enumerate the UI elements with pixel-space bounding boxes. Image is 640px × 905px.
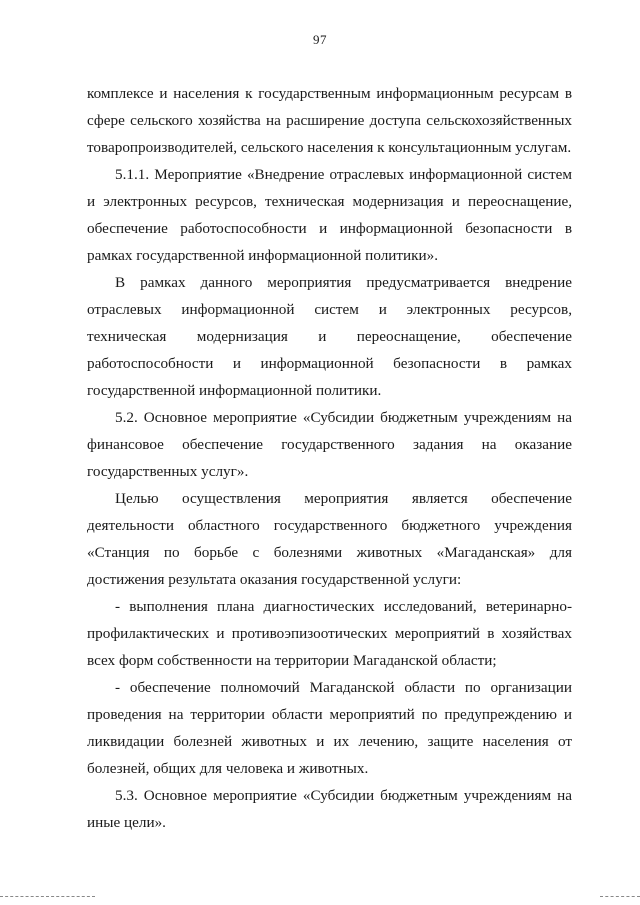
paragraph-continuation: комплексе и населения к государственным информационным ресурсам в сфере сельского хозяйства на расширение доступа сельскохозяйственных товаропроизводителей, сельского населения к консультационным услугам.	[87, 85, 572, 156]
paragraph-5-2-purpose: Целью осуществления мероприятия является обеспечение деятельности областного государственного бюджетного учреждения «Станция по борьбе с болезнями животных «Магаданская» для достижения результата оказания государственной услуги:	[87, 490, 572, 588]
paragraph-5-1-1: 5.1.1. Мероприятие «Внедрение отраслевых информационной систем и электронных ресурсов, техническая модернизация и переоснащение, обеспечение работоспособности и информационной безопасности в рамках государственной информационной политики».	[87, 166, 572, 264]
paragraph-5-1-1-description: В рамках данного мероприятия предусматривается внедрение отраслевых информационной систем и электронных ресурсов, техническая модернизация и переоснащение, обеспечение работоспособности и информационной безопасности в рамках государственной информационной политики.	[87, 274, 572, 399]
list-item-powers: - обеспечение полномочий Магаданской области по организации проведения на территории области мероприятий по предупреждению и ликвидации болезней животных и их лечению, защите населения от болезней, общих для человека и животных.	[87, 679, 572, 777]
list-item-diagnostics: - выполнения плана диагностических исследований, ветеринарно-профилактических и противоэпизоотических мероприятий в хозяйствах всех форм собственности на территории Магаданской области;	[87, 598, 572, 669]
footer-scan-line-right	[600, 896, 640, 897]
paragraph-5-3: 5.3. Основное мероприятие «Субсидии бюджетным учреждениям на иные цели».	[87, 787, 572, 831]
page-number: 97	[313, 32, 327, 47]
footer-scan-line-left	[0, 896, 95, 897]
document-body	[87, 80, 572, 836]
paragraph-5-2: 5.2. Основное мероприятие «Субсидии бюджетным учреждениям на финансовое обеспечение государственного задания на оказание государственных услуг».	[87, 409, 572, 480]
